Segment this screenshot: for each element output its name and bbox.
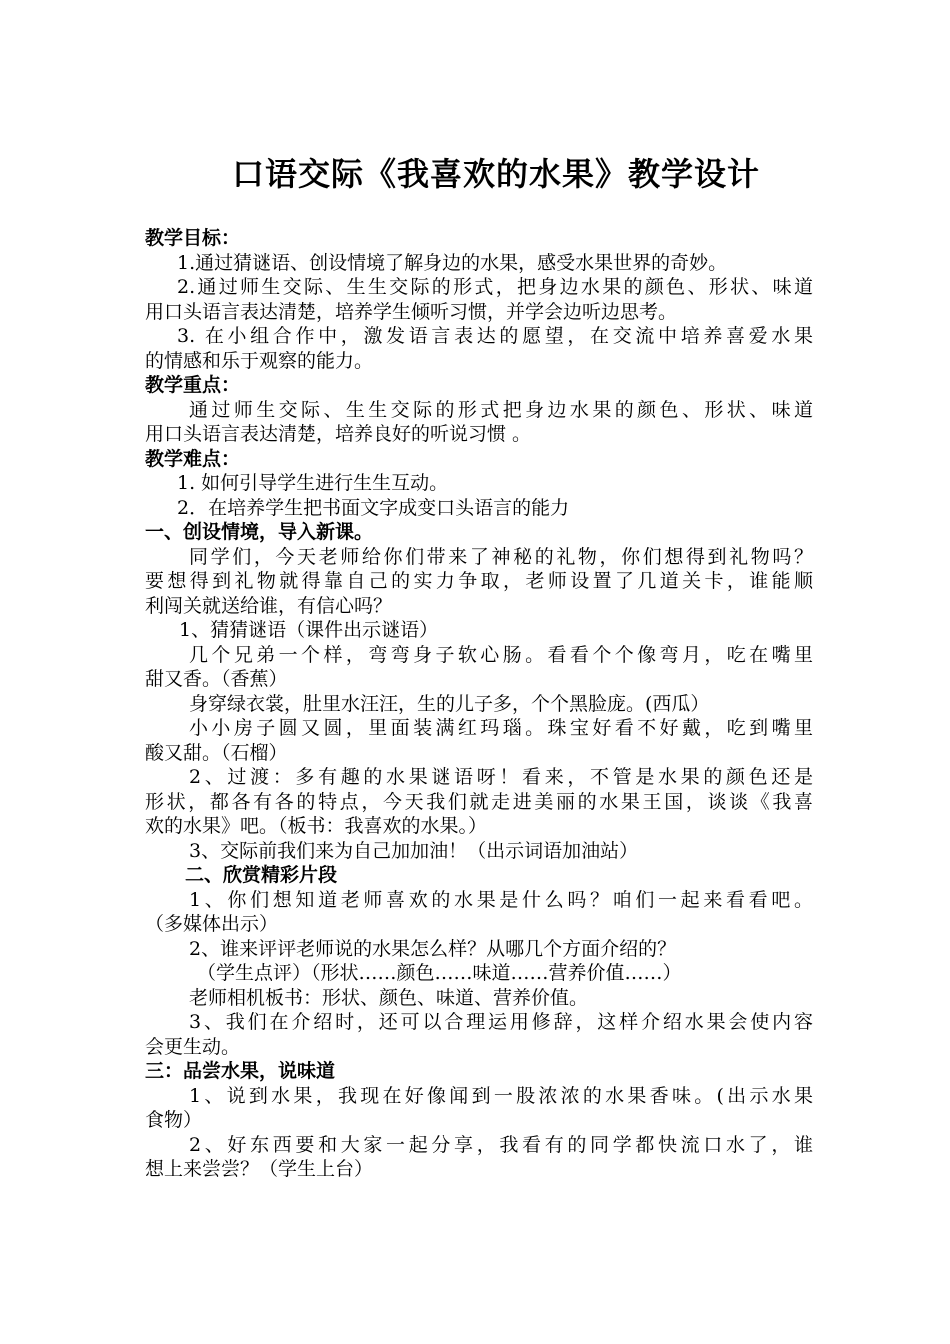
document-body (145, 226, 813, 1182)
text-line: 会更生动。 (145, 1035, 241, 1058)
text-line: 的情感和乐于观察的能力。 (145, 349, 374, 372)
text-line: 甜又香。（香蕉） (145, 668, 288, 690)
text-line: 小小房子圆又圆，里面装满红玛瑙。珠宝好看不好戴，吃到嘴里 (189, 717, 813, 739)
text-line: 2、谁来评评老师说的水果怎么样？从哪几个方面介绍的？ (189, 937, 677, 960)
text-line: 欢的水果》吧。（板书：我喜欢的水果。） (145, 815, 488, 837)
text-line: 2．在培养学生把书面文字成变口头语言的能力 (177, 496, 570, 519)
text-line: 1. 如何引导学生进行生生互动。 (177, 472, 449, 494)
section-heading: 三：品尝水果，说味道 (145, 1060, 336, 1082)
section-heading: 教学目标： (145, 227, 241, 249)
section-heading: 二、欣赏精彩片段 (185, 864, 338, 886)
text-line: 要想得到礼物就得靠自己的实力争取，老师设置了几道关卡，谁能顺 (145, 570, 813, 592)
text-line: 几个兄弟一个样，弯弯身子软心肠。看看个个像弯月，吃在嘴里 (189, 643, 813, 666)
text-line: 3. 在小组合作中，激发语言表达的愿望，在交流中培养喜爱水果 (177, 325, 813, 347)
text-line: 食物） (145, 1109, 203, 1131)
text-line: 利闯关就送给谁，有信心吗？ (145, 594, 393, 617)
text-line: 2.通过师生交际、生生交际的形式，把身边水果的颜色、形状、味道 (177, 276, 813, 298)
text-line: 2、好东西要和大家一起分享，我看有的同学都快流口水了，谁 (189, 1133, 813, 1156)
document-title: 口语交际《我喜欢的水果》教学设计 (232, 155, 761, 193)
section-heading: 教学难点： (145, 447, 241, 470)
text-line: 1、你们想知道老师喜欢的水果是什么吗？咱们一起来看看吧。 (189, 888, 813, 911)
text-line: 想上来尝尝？（学生上台） (145, 1158, 374, 1180)
text-line: 3、我们在介绍时，还可以合理运用修辞，这样介绍水果会使内容 (189, 1011, 813, 1033)
text-line: 用口头语言表达清楚，培养良好的听说习惯 。 (145, 423, 532, 445)
text-line: 身穿绿衣裳，肚里水汪汪，生的儿子多，个个黑脸庞。(西瓜） (189, 692, 710, 715)
text-line: 形状，都各有各的特点，今天我们就走进美丽的水果王国，谈谈《我喜 (145, 790, 813, 813)
text-line: 1.通过猜谜语、创设情境了解身边的水果，感受水果世界的奇妙。 (177, 251, 728, 274)
text-line: 1、说到水果，我现在好像闻到一股浓浓的水果香味。(出示水果 (189, 1084, 813, 1107)
text-line: 3、交际前我们来为自己加加油！（出示词语加油站） (189, 839, 639, 862)
text-line: 酸又甜。（石榴） (145, 741, 288, 764)
section-heading: 一、创设情境，导入新课。 (145, 521, 374, 543)
text-line: （多媒体出示） (145, 913, 279, 935)
text-line: 老师相机板书：形状、颜色、味道、营养价值。 (189, 986, 589, 1009)
text-line: （学生点评）（形状……颜色……味道……营养价值……） (197, 962, 682, 984)
text-line: 用口头语言表达清楚，培养学生倾听习惯，并学会边听边思考。 (145, 300, 678, 323)
text-line: 通过师生交际、生生交际的形式把身边水果的颜色、形状、味道 (189, 398, 813, 421)
text-line: 1、猜猜谜语（课件出示谜语） (179, 619, 439, 641)
text-line: 2、过渡：多有趣的水果谜语呀！看来，不管是水果的颜色还是 (189, 766, 813, 788)
text-line: 同学们，今天老师给你们带来了神秘的礼物，你们想得到礼物吗？ (189, 545, 813, 568)
section-heading: 教学重点： (145, 374, 241, 396)
